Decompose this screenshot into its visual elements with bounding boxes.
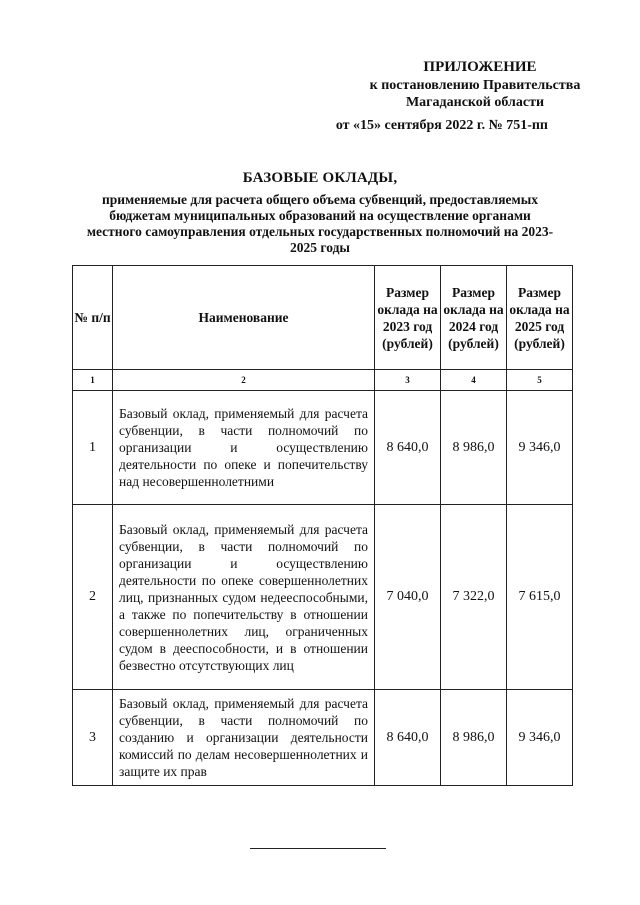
table-row xyxy=(73,505,573,690)
appendix-title: ПРИЛОЖЕНИЕ xyxy=(423,59,537,75)
salary-table xyxy=(72,265,573,786)
table-header-row xyxy=(73,266,573,370)
document-title: БАЗОВЫЕ ОКЛАДЫ, xyxy=(242,170,398,186)
row-name: Базовый оклад, применяемый для расчета субвенции, в части полномочий по организации и осуществлению деятельности по опеке и попечительству над несовершеннолетними xyxy=(113,391,375,505)
column-index: 1 xyxy=(73,370,113,391)
column-index: 2 xyxy=(113,370,375,391)
column-index: 3 xyxy=(375,370,441,391)
row-value-2023: 7 040,0 xyxy=(375,505,441,690)
row-value-2024: 8 986,0 xyxy=(441,391,507,505)
row-number: 3 xyxy=(73,690,113,786)
appendix-region-line: Магаданской области xyxy=(405,95,545,110)
row-name: Базовый оклад, применяемый для расчета субвенции, в части полномочий по организации и осуществлению деятельности по опеке совершеннолетних лиц, признанных судом недееспособными, а также по попечительству в отношении совершеннолетних лиц, ограниченных судом в дееспособности, и в отношении безвестно отсутствующих лиц xyxy=(113,505,375,690)
appendix-block xyxy=(300,58,590,134)
header-name: Наименование xyxy=(113,266,375,370)
row-value-2023: 8 640,0 xyxy=(375,391,441,505)
column-index: 5 xyxy=(507,370,573,391)
header-2023: Размер оклада на 2023 год (рублей) xyxy=(375,266,441,370)
column-index: 4 xyxy=(441,370,507,391)
appendix-decree-line: к постановлению Правительства xyxy=(369,78,581,93)
row-number: 1 xyxy=(73,391,113,505)
row-value-2025: 7 615,0 xyxy=(507,505,573,690)
table-row xyxy=(73,391,573,505)
row-name: Базовый оклад, применяемый для расчета субвенции, в части полномочий по созданию и организации деятельности комиссий по делам несовершеннолетних и защите их прав xyxy=(113,690,375,786)
document-subtitle: применяемые для расчета общего объема субвенций, предоставляемых бюджетам муниципальных образований на осуществление органами местного самоуправления отдельных государственных полномочий на 2023-2025 годы xyxy=(86,192,554,255)
row-value-2024: 7 322,0 xyxy=(441,505,507,690)
row-value-2023: 8 640,0 xyxy=(375,690,441,786)
table-row xyxy=(73,690,573,786)
footer-divider xyxy=(250,848,386,849)
column-index-row xyxy=(73,370,573,391)
row-number: 2 xyxy=(73,505,113,690)
appendix-date: от «15» сентября 2022 г. № 751-пп xyxy=(335,118,548,133)
header-2025: Размер оклада на 2025 год (рублей) xyxy=(507,266,573,370)
header-num: № п/п xyxy=(73,266,113,370)
row-value-2024: 8 986,0 xyxy=(441,690,507,786)
row-value-2025: 9 346,0 xyxy=(507,690,573,786)
header-2024: Размер оклада на 2024 год (рублей) xyxy=(441,266,507,370)
row-value-2025: 9 346,0 xyxy=(507,391,573,505)
